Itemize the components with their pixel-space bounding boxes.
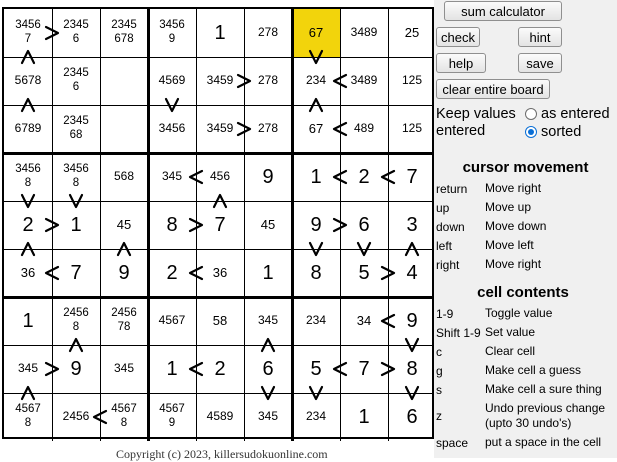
cursor-movement-heading: cursor movement <box>462 159 589 176</box>
cell-r8c1[interactable]: 345 <box>17 361 39 376</box>
cell-r6c9[interactable]: 4 <box>406 261 418 284</box>
cell-r4c2[interactable]: 3456 8 <box>63 163 89 189</box>
grid-line-vertical <box>100 9 101 441</box>
cell-r5c3[interactable]: 45 <box>116 216 132 232</box>
cell-r8c3[interactable]: 345 <box>113 361 135 376</box>
cell-r2c4[interactable]: 4569 <box>158 73 186 88</box>
cell-r6c7[interactable]: 8 <box>310 261 322 284</box>
cell-r8c7[interactable]: 5 <box>310 357 322 380</box>
cursor-row-description: Move right <box>485 257 542 271</box>
cell-r1c3[interactable]: 2345 678 <box>111 19 137 45</box>
cell-r4c7[interactable]: 1 <box>310 165 322 188</box>
contents-row-description: Undo previous change (upto 30 undo's) <box>485 401 606 430</box>
cell-r1c5[interactable]: 1 <box>214 21 226 44</box>
cell-r7c7[interactable]: 234 <box>305 313 327 328</box>
grid-line-vertical <box>388 9 389 441</box>
cell-r6c3[interactable]: 9 <box>118 261 130 284</box>
grid-line-vertical <box>340 9 341 441</box>
cursor-row-description: Move up <box>485 200 532 214</box>
grid-line-vertical <box>291 9 294 441</box>
cell-r3c4[interactable]: 3456 <box>158 121 186 136</box>
grid-line-horizontal <box>4 57 436 58</box>
cursor-row-key: down <box>436 220 465 234</box>
cell-r1c7[interactable]: 67 <box>292 9 340 57</box>
contents-row-description: put a space in the cell <box>485 435 602 449</box>
cell-r8c5[interactable]: 2 <box>214 357 226 380</box>
cell-r5c7[interactable]: 9 <box>310 213 322 236</box>
cursor-row-key: left <box>436 239 453 253</box>
cell-r6c1[interactable]: 36 <box>20 264 36 280</box>
cell-r1c1[interactable]: 3456 7 <box>15 19 41 45</box>
cell-r2c7[interactable]: 234 <box>305 73 327 88</box>
contents-row-description: Make cell a guess <box>485 363 582 377</box>
contents-row-key: g <box>436 364 443 378</box>
cell-r2c5[interactable]: 3459 <box>206 73 234 88</box>
cell-r9c8[interactable]: 1 <box>358 405 370 428</box>
cell-r7c1[interactable]: 1 <box>22 309 34 332</box>
radio-sorted[interactable] <box>525 126 537 138</box>
cell-r3c8[interactable]: 489 <box>353 121 375 136</box>
cursor-row-key: return <box>436 182 468 196</box>
grid-line-horizontal <box>4 249 436 250</box>
cell-r6c2[interactable]: 7 <box>70 261 82 284</box>
cell-r9c5[interactable]: 4589 <box>206 409 234 424</box>
cursor-row-description: Move right <box>485 181 542 195</box>
cursor-row-description: Move down <box>485 219 547 233</box>
cell-r5c1[interactable]: 2 <box>22 213 34 236</box>
cell-r5c2[interactable]: 1 <box>70 213 82 236</box>
help-button[interactable]: help <box>436 53 486 73</box>
hint-button[interactable]: hint <box>518 27 562 47</box>
cell-r7c6[interactable]: 345 <box>257 313 279 328</box>
grid-line-horizontal <box>4 393 436 394</box>
contents-row-key: 1-9 <box>436 307 454 321</box>
keep-values-label: Keep values <box>436 106 516 122</box>
cell-r9c2[interactable]: 2456 <box>62 409 90 424</box>
cell-r4c4[interactable]: 345 <box>161 169 183 184</box>
cell-r4c9[interactable]: 7 <box>406 165 418 188</box>
grid-line-vertical <box>52 9 53 441</box>
cell-r9c9[interactable]: 6 <box>406 405 418 428</box>
cell-r2c2[interactable]: 2345 6 <box>63 67 89 93</box>
cell-r4c3[interactable]: 568 <box>113 169 135 184</box>
cell-r3c7[interactable]: 67 <box>308 120 324 136</box>
cell-r8c8[interactable]: 7 <box>358 357 370 380</box>
keep-values-label-2: entered <box>436 123 486 139</box>
grid-line-horizontal <box>4 152 436 155</box>
cell-r2c8[interactable]: 3489 <box>350 73 378 88</box>
cell-r6c8[interactable]: 5 <box>358 261 370 284</box>
grid-line-horizontal <box>4 296 436 299</box>
cell-r1c6[interactable]: 278 <box>257 25 279 40</box>
cell-r3c1[interactable]: 6789 <box>14 121 42 136</box>
cell-r4c8[interactable]: 2 <box>358 165 370 188</box>
cell-r5c5[interactable]: 7 <box>214 213 226 236</box>
clear-board-button[interactable]: clear entire board <box>436 79 550 99</box>
cell-r9c1[interactable]: 4567 8 <box>15 403 41 429</box>
grid-line-vertical <box>196 9 197 441</box>
cell-r3c2[interactable]: 2345 68 <box>63 115 89 141</box>
cell-r6c4[interactable]: 2 <box>166 261 178 284</box>
radio-sorted-label[interactable]: sorted <box>541 124 582 140</box>
cell-r7c8[interactable]: 34 <box>356 312 372 328</box>
copyright-text: Copyright (c) 2023, killersudokuonline.com <box>116 447 328 461</box>
cursor-row-description: Move left <box>485 238 534 252</box>
cell-r9c7[interactable]: 234 <box>305 409 327 424</box>
cell-r1c4[interactable]: 3456 9 <box>159 19 185 45</box>
cell-r5c9[interactable]: 3 <box>406 213 418 236</box>
grid-line-vertical <box>147 9 150 441</box>
cell-r1c9[interactable]: 25 <box>404 24 420 40</box>
contents-row-description: Toggle value <box>485 306 553 320</box>
cell-r3c3[interactable] <box>100 105 148 153</box>
cell-r8c6[interactable]: 6 <box>262 357 274 380</box>
radio-as-entered[interactable] <box>525 108 537 120</box>
sum-calculator-button[interactable]: sum calculator <box>444 1 562 21</box>
cell-r9c4[interactable]: 4567 9 <box>159 403 185 429</box>
check-button[interactable]: check <box>436 27 480 47</box>
cell-r3c5[interactable]: 3459 <box>206 121 234 136</box>
grid-line-horizontal <box>4 201 436 202</box>
cell-r8c9[interactable]: 8 <box>406 357 418 380</box>
save-button[interactable]: save <box>518 53 562 73</box>
contents-row-key: s <box>436 383 442 397</box>
cell-r2c3[interactable] <box>100 57 148 105</box>
cell-r2c9[interactable]: 125 <box>401 73 423 88</box>
cursor-row-key: up <box>436 201 450 215</box>
cell-r2c6[interactable]: 278 <box>257 73 279 88</box>
cell-r6c5[interactable]: 36 <box>212 264 228 280</box>
cell-r2c1[interactable]: 5678 <box>14 73 42 88</box>
cell-r5c4[interactable]: 8 <box>166 213 178 236</box>
cell-contents-heading: cell contents <box>477 284 569 301</box>
contents-row-description: Make cell a sure thing <box>485 382 602 396</box>
cell-r7c4[interactable]: 4567 <box>158 313 186 328</box>
contents-row-key: c <box>436 345 442 359</box>
cell-r1c8[interactable]: 3489 <box>350 25 378 40</box>
cell-r6c6[interactable]: 1 <box>262 261 274 284</box>
cell-r5c6[interactable]: 45 <box>260 216 276 232</box>
radio-as-entered-label[interactable]: as entered <box>541 106 610 122</box>
cell-r4c6[interactable]: 9 <box>262 165 274 188</box>
cell-r7c2[interactable]: 2456 8 <box>63 307 89 333</box>
cell-r7c5[interactable]: 58 <box>212 312 228 328</box>
contents-row-key: Shift 1-9 <box>436 326 481 340</box>
control-panel <box>434 0 617 458</box>
contents-row-description: Set value <box>485 325 536 339</box>
contents-row-key: space <box>436 436 469 450</box>
contents-row-description: Clear cell <box>485 344 536 358</box>
grid-line-horizontal <box>4 345 436 346</box>
grid-line-vertical <box>244 9 245 441</box>
contents-row-key: z <box>436 409 442 423</box>
cell-r9c3[interactable]: 4567 8 <box>111 403 137 429</box>
cell-r8c2[interactable]: 9 <box>70 357 82 380</box>
cell-r3c9[interactable]: 125 <box>401 121 423 136</box>
sudoku-board <box>2 7 434 439</box>
cell-r7c9[interactable]: 9 <box>406 309 418 332</box>
cell-r1c2[interactable]: 2345 6 <box>63 19 89 45</box>
cell-r4c1[interactable]: 3456 8 <box>15 163 41 189</box>
cell-r9c6[interactable]: 345 <box>257 409 279 424</box>
grid-line-horizontal <box>4 105 436 106</box>
cell-r8c4[interactable]: 1 <box>166 357 178 380</box>
cell-r7c3[interactable]: 2456 78 <box>111 307 137 333</box>
cursor-row-key: right <box>436 258 460 272</box>
cell-r3c6[interactable]: 278 <box>257 121 279 136</box>
cell-r5c8[interactable]: 6 <box>358 213 370 236</box>
cell-r4c5[interactable]: 456 <box>209 169 231 184</box>
